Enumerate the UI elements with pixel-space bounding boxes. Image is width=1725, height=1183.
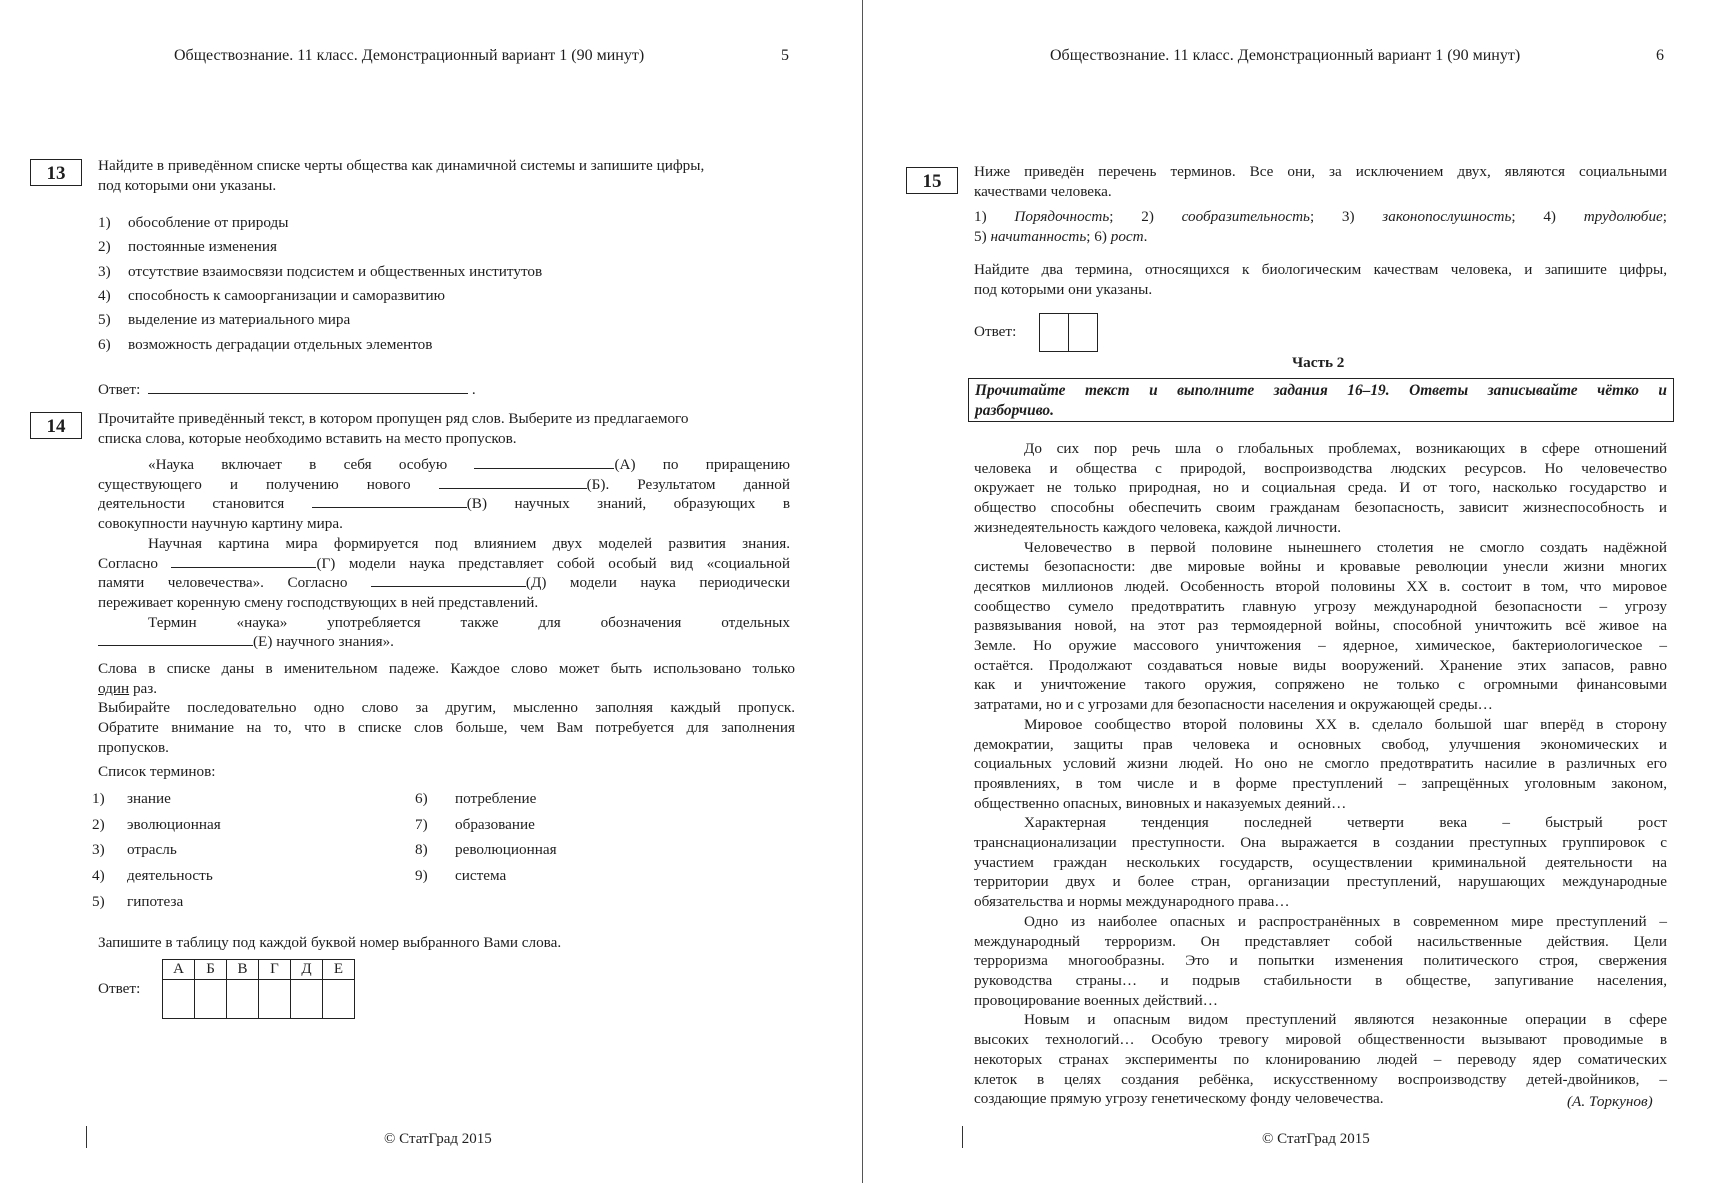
task-number-14: 14 — [30, 412, 82, 439]
passage-line: участием граждан нескольких государств, осуществлении криминальной деятельности на — [974, 853, 1667, 871]
page-header: Обществознание. 11 класс. Демонстрационный вариант 1 (90 минут) — [1050, 47, 1521, 64]
passage-author: (А. Торкунов) — [1567, 1093, 1653, 1110]
page-number: 6 — [1656, 47, 1664, 64]
passage-line: международный терроризм. Он представляет собой насильственные действия. Цели — [974, 932, 1667, 950]
passage-line: затратами, но и с угрозами для безопасности населения и окружающей среды… — [974, 696, 1493, 714]
passage-line: территории двух и более стран, организации преступлений, нарушающих международные — [974, 873, 1667, 891]
answer-line[interactable] — [148, 380, 468, 394]
answer-letter: В — [227, 960, 259, 980]
task13-question: Найдите в приведённом списке черты общества как динамичной системы и запишите цифры, под которыми они указаны. — [98, 157, 705, 194]
page-footer: © СтатГрад 2015 — [384, 1131, 492, 1147]
page-number: 5 — [781, 47, 789, 64]
task15-terms: 1) Порядочность; 2) сообразительность; 3) законопослушность; 4) трудолюбие; 5) начитанность; 6) рост. — [974, 208, 1668, 245]
passage-line: развязывания новой, на этот раз термоядерной войны, способной уничтожить всё живое на — [974, 617, 1667, 635]
answer-cell[interactable] — [163, 980, 195, 1019]
answer-cell[interactable] — [195, 980, 227, 1019]
task13-option: 2) постоянные изменения — [98, 238, 277, 256]
task14-rules: Слова в списке даны в именительном падеже. Каждое слово может быть использовано только один раз. Выбирайте последовательно одно слово за другим, мысленно заполняя каждый пропуск. Обратите внимание на то, что в списке слов больше, чем Вам потребуется для заполнения пропусков. — [98, 660, 795, 756]
page-footer: © СтатГрад 2015 — [1262, 1131, 1370, 1147]
passage-line: Человечество в первой половине нынешнего столетия не смогло создать надёжной — [1024, 538, 1667, 556]
term-item: 3) отрасль — [92, 841, 177, 859]
passage-line: Земле. Но оружие массового уничтожения – ядерное, химическое, бактериологическое – — [974, 637, 1667, 655]
passage-line: обязательства и нормы международного права… — [974, 893, 1290, 911]
passage-line: человека и общества с природой, воспроизводства людских ресурсов. Но человечество — [974, 459, 1667, 477]
passage-line: руководства страны… и подрыв стабильности в обществе, запугивание населения, — [974, 971, 1667, 989]
task13-option: 6) возможность деградации отдельных элементов — [98, 335, 433, 353]
passage-line: высоких технологий… Особую тревогу мировой общественности вызывают проводимые в — [974, 1031, 1667, 1049]
passage-line: некоторых странах эксперименты по клонированию людей – переводу ядер соматических — [974, 1050, 1667, 1068]
passage-line: транснационализации преступности. Она выражается в создании преступных группировок с — [974, 834, 1667, 852]
answer-cell[interactable] — [1068, 313, 1098, 352]
footer-bar — [86, 1126, 87, 1148]
reading-passage — [974, 439, 1667, 1109]
passage-line: остаётся. Продолжают создаваться новые виды вооружений. Хранение этих запасов, равно — [974, 656, 1667, 674]
passage-line: системы безопасности: две мировые войны и кровавые революции унесли жизни многих — [974, 558, 1667, 576]
passage-line: десятков миллионов людей. Особенность второй половины XX в. состоит в том, что мировое — [974, 577, 1667, 595]
passage-line: терроризма многообразны. Это и попытки изменения политического строя, свержения — [974, 952, 1667, 970]
answer-cell[interactable] — [259, 980, 291, 1019]
answer-letter: Д — [291, 960, 323, 980]
answer-letter: Е — [323, 960, 355, 980]
task13-answer: Ответ: . — [98, 381, 476, 398]
page-header: Обществознание. 11 класс. Демонстрационный вариант 1 (90 минут) — [174, 47, 645, 64]
passage-line: сообщество сумело предотвратить главную угрозу международной безопасности – угрозу — [974, 597, 1667, 615]
passage-line: жизнедеятельность каждого человека, каждой личности. — [974, 518, 1342, 536]
task13-option: 1) обособление от природы — [98, 214, 289, 231]
passage-line: социальных условий жизни людей. Но оно не смогло предотвратить насилие в различных его — [974, 755, 1667, 773]
task15-intro: Ниже приведён перечень терминов. Все они, за исключением двух, являются социальными качествами человека. — [974, 163, 1667, 200]
task-number-13: 13 — [30, 159, 82, 186]
passage-line: окружает не только природная, но и социальная среда. И от того, насколько государство и — [974, 479, 1667, 497]
passage-line: провоцирование военных действий… — [974, 991, 1218, 1009]
passage-line: общество способны обеспечить своим гражданам безопасность, зависит жизнеспособность и — [974, 499, 1667, 517]
term-item: 5) гипотеза — [92, 892, 184, 910]
answer-cell[interactable] — [323, 980, 355, 1019]
task14-intro: Прочитайте приведённый текст, в котором пропущен ряд слов. Выберите из предлагаемого списка слова, которые необходимо вставить на место пропусков. — [98, 410, 689, 447]
answer-cell[interactable] — [1039, 313, 1069, 352]
term-item: 7) образование — [415, 815, 535, 833]
answer-letter: Г — [259, 960, 291, 980]
page-spine — [862, 0, 863, 1183]
passage-line: Характерная тенденция последней четверти века – быстрый рост — [1024, 814, 1667, 832]
task13-option: 3) отсутствие взаимосвязи подсистем и общественных институтов — [98, 262, 543, 280]
task13-option: 4) способность к самоорганизации и саморазвитию — [98, 286, 446, 304]
answer-letter: А — [163, 960, 195, 980]
term-item: 9) система — [415, 867, 507, 885]
passage-line: До сих пор речь шла о глобальных проблемах, возникающих в сфере отношений — [1024, 440, 1667, 457]
answer-letter: Б — [195, 960, 227, 980]
part-title: Часть 2 — [1292, 354, 1345, 371]
task14-answer-table — [162, 959, 355, 1019]
term-item: 6) потребление — [415, 790, 537, 807]
passage-line: демократии, защиты прав человека и основных свобод, улучшения экономических и — [974, 735, 1667, 753]
term-item: 8) революционная — [415, 841, 557, 859]
passage-line: общественно опасных, виновных и наказуемых деяний… — [974, 794, 1347, 812]
left-page — [0, 0, 862, 1183]
right-page — [864, 0, 1725, 1183]
task14-passage: «Наука включает в себя особую (А) по приращению существующего и получению нового (Б). Результатом данной деятельности становится (В) научных знаний, образующих в совокупности научную картину мира. Научная картина мира формируется под влиянием двух моделей развития знания. Согласно (Г) модели наука представляет собой особый вид «социальной памяти человечества». Согласно (Д) модели наука периодически переживает коренную смену господствующих в ней представлений. Термин «наука» употребляется также для обозначения отдельных (Е) научного знания». — [98, 456, 791, 651]
task15-answer-cells[interactable] — [1040, 313, 1098, 352]
passage-line: клеток в целях создания ребёнка, искусственному воспроизводству детей-двойников, – — [974, 1070, 1667, 1088]
term-item: 4) деятельность — [92, 867, 213, 885]
term-item: 2) эволюционная — [92, 815, 221, 833]
passage-line: Мировое сообщество второй половины XX в. сделало большой шаг вперёд в сторону — [1024, 715, 1667, 733]
task-number-15: 15 — [906, 167, 958, 194]
passage-line: создающие прямую угрозу генетическому фонду человечества. — [974, 1090, 1384, 1108]
term-item: 1) знание — [92, 790, 171, 807]
passage-line: как и уничтожение такого оружия, сопряжено не только с огромными финансовыми — [974, 676, 1667, 694]
passage-line: Одно из наиболее опасных и распространённых в современном мире преступлений – — [1024, 912, 1667, 930]
terms-list-title: Список терминов: — [98, 763, 216, 780]
part2-instruction: Прочитайте текст и выполните задания 16–19. Ответы записывайте чётко и разборчиво. — [968, 378, 1674, 422]
footer-bar — [962, 1126, 963, 1148]
task13-option: 5) выделение из материального мира — [98, 311, 351, 329]
passage-line: Новым и опасным видом преступлений являются незаконные операции в сфере — [1024, 1011, 1667, 1029]
passage-line: проявлениях, в том числе и в форме преступлений – запрещённых уголовным законом, — [974, 774, 1667, 792]
task15-answer-label: Ответ: — [974, 323, 1017, 340]
answer-cell[interactable] — [291, 980, 323, 1019]
task15-question: Найдите два термина, относящихся к биологическим качествам человека, и запишите цифры, под которыми они указаны. — [974, 261, 1667, 298]
task14-answer-label: Ответ: — [98, 980, 141, 997]
table-instruction: Запишите в таблицу под каждой буквой номер выбранного Вами слова. — [98, 934, 562, 951]
answer-cell[interactable] — [227, 980, 259, 1019]
